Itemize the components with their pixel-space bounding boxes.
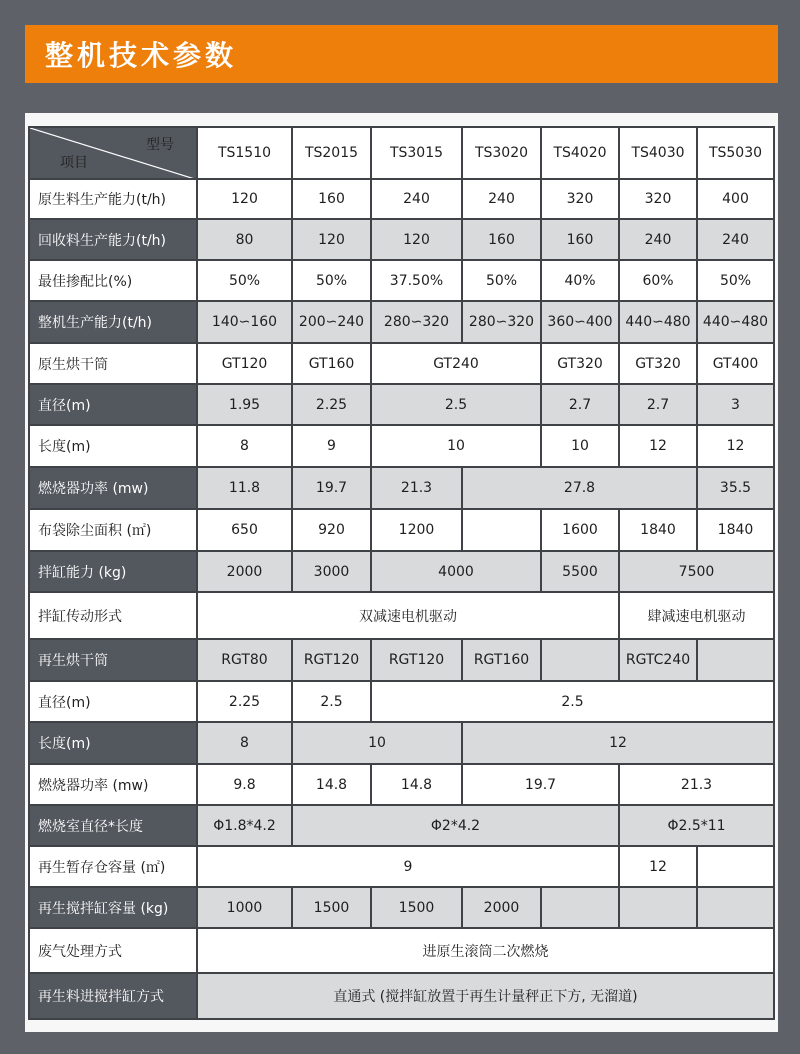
table-cell: Φ2.5*11 — [619, 805, 774, 846]
table-cell: 19.7 — [292, 467, 371, 509]
table-cell: Φ1.8*4.2 — [197, 805, 292, 846]
table-cell: 19.7 — [462, 764, 619, 805]
table-cell: 7500 — [619, 551, 774, 592]
table-cell: 12 — [697, 425, 774, 467]
table-cell: 920 — [292, 509, 371, 551]
row-label: 整机生产能力(t/h) — [29, 301, 197, 343]
table-cell: 50% — [697, 260, 774, 301]
table-cell: 1000 — [197, 887, 292, 928]
table-cell: 1500 — [371, 887, 462, 928]
table-row — [29, 425, 774, 467]
row-label: 回收料生产能力(t/h) — [29, 219, 197, 260]
model-header-cell: TS2015 — [292, 127, 371, 179]
table-row — [29, 681, 774, 722]
table-cell: 120 — [371, 219, 462, 260]
table-cell: 进原生滚筒二次燃烧 — [197, 928, 774, 973]
table-row — [29, 551, 774, 592]
table-cell: 3 — [697, 384, 774, 425]
table-cell: 14.8 — [371, 764, 462, 805]
model-header-cell: TS3015 — [371, 127, 462, 179]
row-label: 原生烘干筒 — [29, 343, 197, 384]
table-cell: 50% — [462, 260, 541, 301]
table-cell: 9 — [197, 846, 619, 887]
table-cell: 10 — [292, 722, 462, 764]
table-cell: 320 — [541, 179, 619, 219]
table-row — [29, 509, 774, 551]
table-cell: GT240 — [371, 343, 541, 384]
table-cell: RGT120 — [371, 639, 462, 681]
table-cell: 4000 — [371, 551, 541, 592]
empty-cell — [697, 887, 774, 928]
model-header-cell: TS3020 — [462, 127, 541, 179]
table-cell: GT400 — [697, 343, 774, 384]
table-row — [29, 722, 774, 764]
table-row — [29, 639, 774, 681]
empty-cell — [697, 846, 774, 887]
table-cell: GT120 — [197, 343, 292, 384]
table-cell: 37.50% — [371, 260, 462, 301]
table-cell: RGT80 — [197, 639, 292, 681]
empty-cell — [541, 639, 619, 681]
table-row — [29, 973, 774, 1019]
table-cell: 11.8 — [197, 467, 292, 509]
row-label: 拌缸能力 (kg) — [29, 551, 197, 592]
table-cell: 1840 — [697, 509, 774, 551]
table-cell: RGT120 — [292, 639, 371, 681]
table-cell: 2.5 — [292, 681, 371, 722]
model-header-cell: TS5030 — [697, 127, 774, 179]
empty-cell — [697, 639, 774, 681]
row-label: 燃烧器功率 (mw) — [29, 764, 197, 805]
table-cell: 2.5 — [371, 384, 541, 425]
table-cell: 12 — [462, 722, 774, 764]
table-cell: 14.8 — [292, 764, 371, 805]
table-cell: 440∽480 — [697, 301, 774, 343]
table-cell: 2.5 — [371, 681, 774, 722]
table-cell: GT320 — [619, 343, 697, 384]
table-cell: GT320 — [541, 343, 619, 384]
table-cell: 280∽320 — [462, 301, 541, 343]
model-header-cell: TS1510 — [197, 127, 292, 179]
row-label: 燃烧室直径*长度 — [29, 805, 197, 846]
table-cell: 2.7 — [619, 384, 697, 425]
table-row — [29, 764, 774, 805]
table-cell: 肆减速电机驱动 — [619, 592, 774, 639]
row-label: 原生料生产能力(t/h) — [29, 179, 197, 219]
table-row — [29, 805, 774, 846]
table-cell: 50% — [197, 260, 292, 301]
table-cell: 440∽480 — [619, 301, 697, 343]
table-cell: 200∽240 — [292, 301, 371, 343]
table-cell: 2.7 — [541, 384, 619, 425]
table-cell: RGT160 — [462, 639, 541, 681]
table-cell: 双减速电机驱动 — [197, 592, 619, 639]
table-row — [29, 219, 774, 260]
table-cell: 120 — [292, 219, 371, 260]
table-cell: 140∽160 — [197, 301, 292, 343]
table-cell: 400 — [697, 179, 774, 219]
table-cell: 10 — [541, 425, 619, 467]
table-cell: 120 — [197, 179, 292, 219]
row-label: 燃烧器功率 (mw) — [29, 467, 197, 509]
empty-cell — [619, 887, 697, 928]
row-label: 再生暂存仓容量 (㎡) — [29, 846, 197, 887]
table-cell: 280∽320 — [371, 301, 462, 343]
table-cell: 1840 — [619, 509, 697, 551]
table-cell: 10 — [371, 425, 541, 467]
table-row — [29, 343, 774, 384]
table-cell: 240 — [619, 219, 697, 260]
row-label: 直径(m) — [29, 384, 197, 425]
table-cell: 40% — [541, 260, 619, 301]
table-row — [29, 928, 774, 973]
table-cell: 1.95 — [197, 384, 292, 425]
table-cell: 60% — [619, 260, 697, 301]
table-cell: 160 — [541, 219, 619, 260]
table-cell: 5500 — [541, 551, 619, 592]
table-cell: Φ2*4.2 — [292, 805, 619, 846]
table-cell: 8 — [197, 425, 292, 467]
table-cell: 240 — [371, 179, 462, 219]
table-cell: 240 — [462, 179, 541, 219]
row-label: 布袋除尘面积 (㎡) — [29, 509, 197, 551]
table-cell: RGTC240 — [619, 639, 697, 681]
table-cell: 1500 — [292, 887, 371, 928]
table-cell: 2000 — [462, 887, 541, 928]
table-cell: 1600 — [541, 509, 619, 551]
row-label: 长度(m) — [29, 722, 197, 764]
table-cell: 160 — [292, 179, 371, 219]
row-label: 最佳掺配比(%) — [29, 260, 197, 301]
table-row — [29, 887, 774, 928]
model-header-cell: TS4020 — [541, 127, 619, 179]
empty-cell — [462, 509, 541, 551]
table-row — [29, 260, 774, 301]
table-cell: 2000 — [197, 551, 292, 592]
table-row — [29, 592, 774, 639]
table-cell: 21.3 — [619, 764, 774, 805]
model-header-cell: TS4030 — [619, 127, 697, 179]
table-row — [29, 301, 774, 343]
spec-table — [28, 126, 775, 1020]
table-cell: 1200 — [371, 509, 462, 551]
row-label: 直径(m) — [29, 681, 197, 722]
table-cell: 直通式 (搅拌缸放置于再生计量秤正下方, 无溜道) — [197, 973, 774, 1019]
table-cell: 2.25 — [197, 681, 292, 722]
row-label: 再生搅拌缸容量 (kg) — [29, 887, 197, 928]
table-row — [29, 467, 774, 509]
table-cell: 3000 — [292, 551, 371, 592]
row-label: 拌缸传动形式 — [29, 592, 197, 639]
table-cell: 650 — [197, 509, 292, 551]
table-cell: 9.8 — [197, 764, 292, 805]
table-cell: 27.8 — [462, 467, 697, 509]
table-header-row — [29, 127, 774, 179]
empty-cell — [541, 887, 619, 928]
table-cell: 160 — [462, 219, 541, 260]
table-cell: 8 — [197, 722, 292, 764]
row-label: 废气处理方式 — [29, 928, 197, 973]
table-row — [29, 846, 774, 887]
table-cell: 360∽400 — [541, 301, 619, 343]
row-label: 长度(m) — [29, 425, 197, 467]
table-cell: 9 — [292, 425, 371, 467]
table-cell: 80 — [197, 219, 292, 260]
table-cell: 12 — [619, 425, 697, 467]
page-title: 整机技术参数 — [45, 39, 238, 72]
table-cell: 2.25 — [292, 384, 371, 425]
row-label: 再生烘干筒 — [29, 639, 197, 681]
table-cell: 240 — [697, 219, 774, 260]
header-diagonal-cell — [29, 127, 197, 179]
item-header-label: 项目 — [60, 155, 88, 171]
table-cell: 50% — [292, 260, 371, 301]
table-cell: 320 — [619, 179, 697, 219]
table-cell: 21.3 — [371, 467, 462, 509]
row-label: 再生料进搅拌缸方式 — [29, 973, 197, 1019]
table-row — [29, 179, 774, 219]
table-cell: GT160 — [292, 343, 371, 384]
table-cell: 35.5 — [697, 467, 774, 509]
table-row — [29, 384, 774, 425]
title-banner — [25, 25, 778, 83]
table-cell: 12 — [619, 846, 697, 887]
model-header-label: 型号 — [146, 137, 174, 153]
